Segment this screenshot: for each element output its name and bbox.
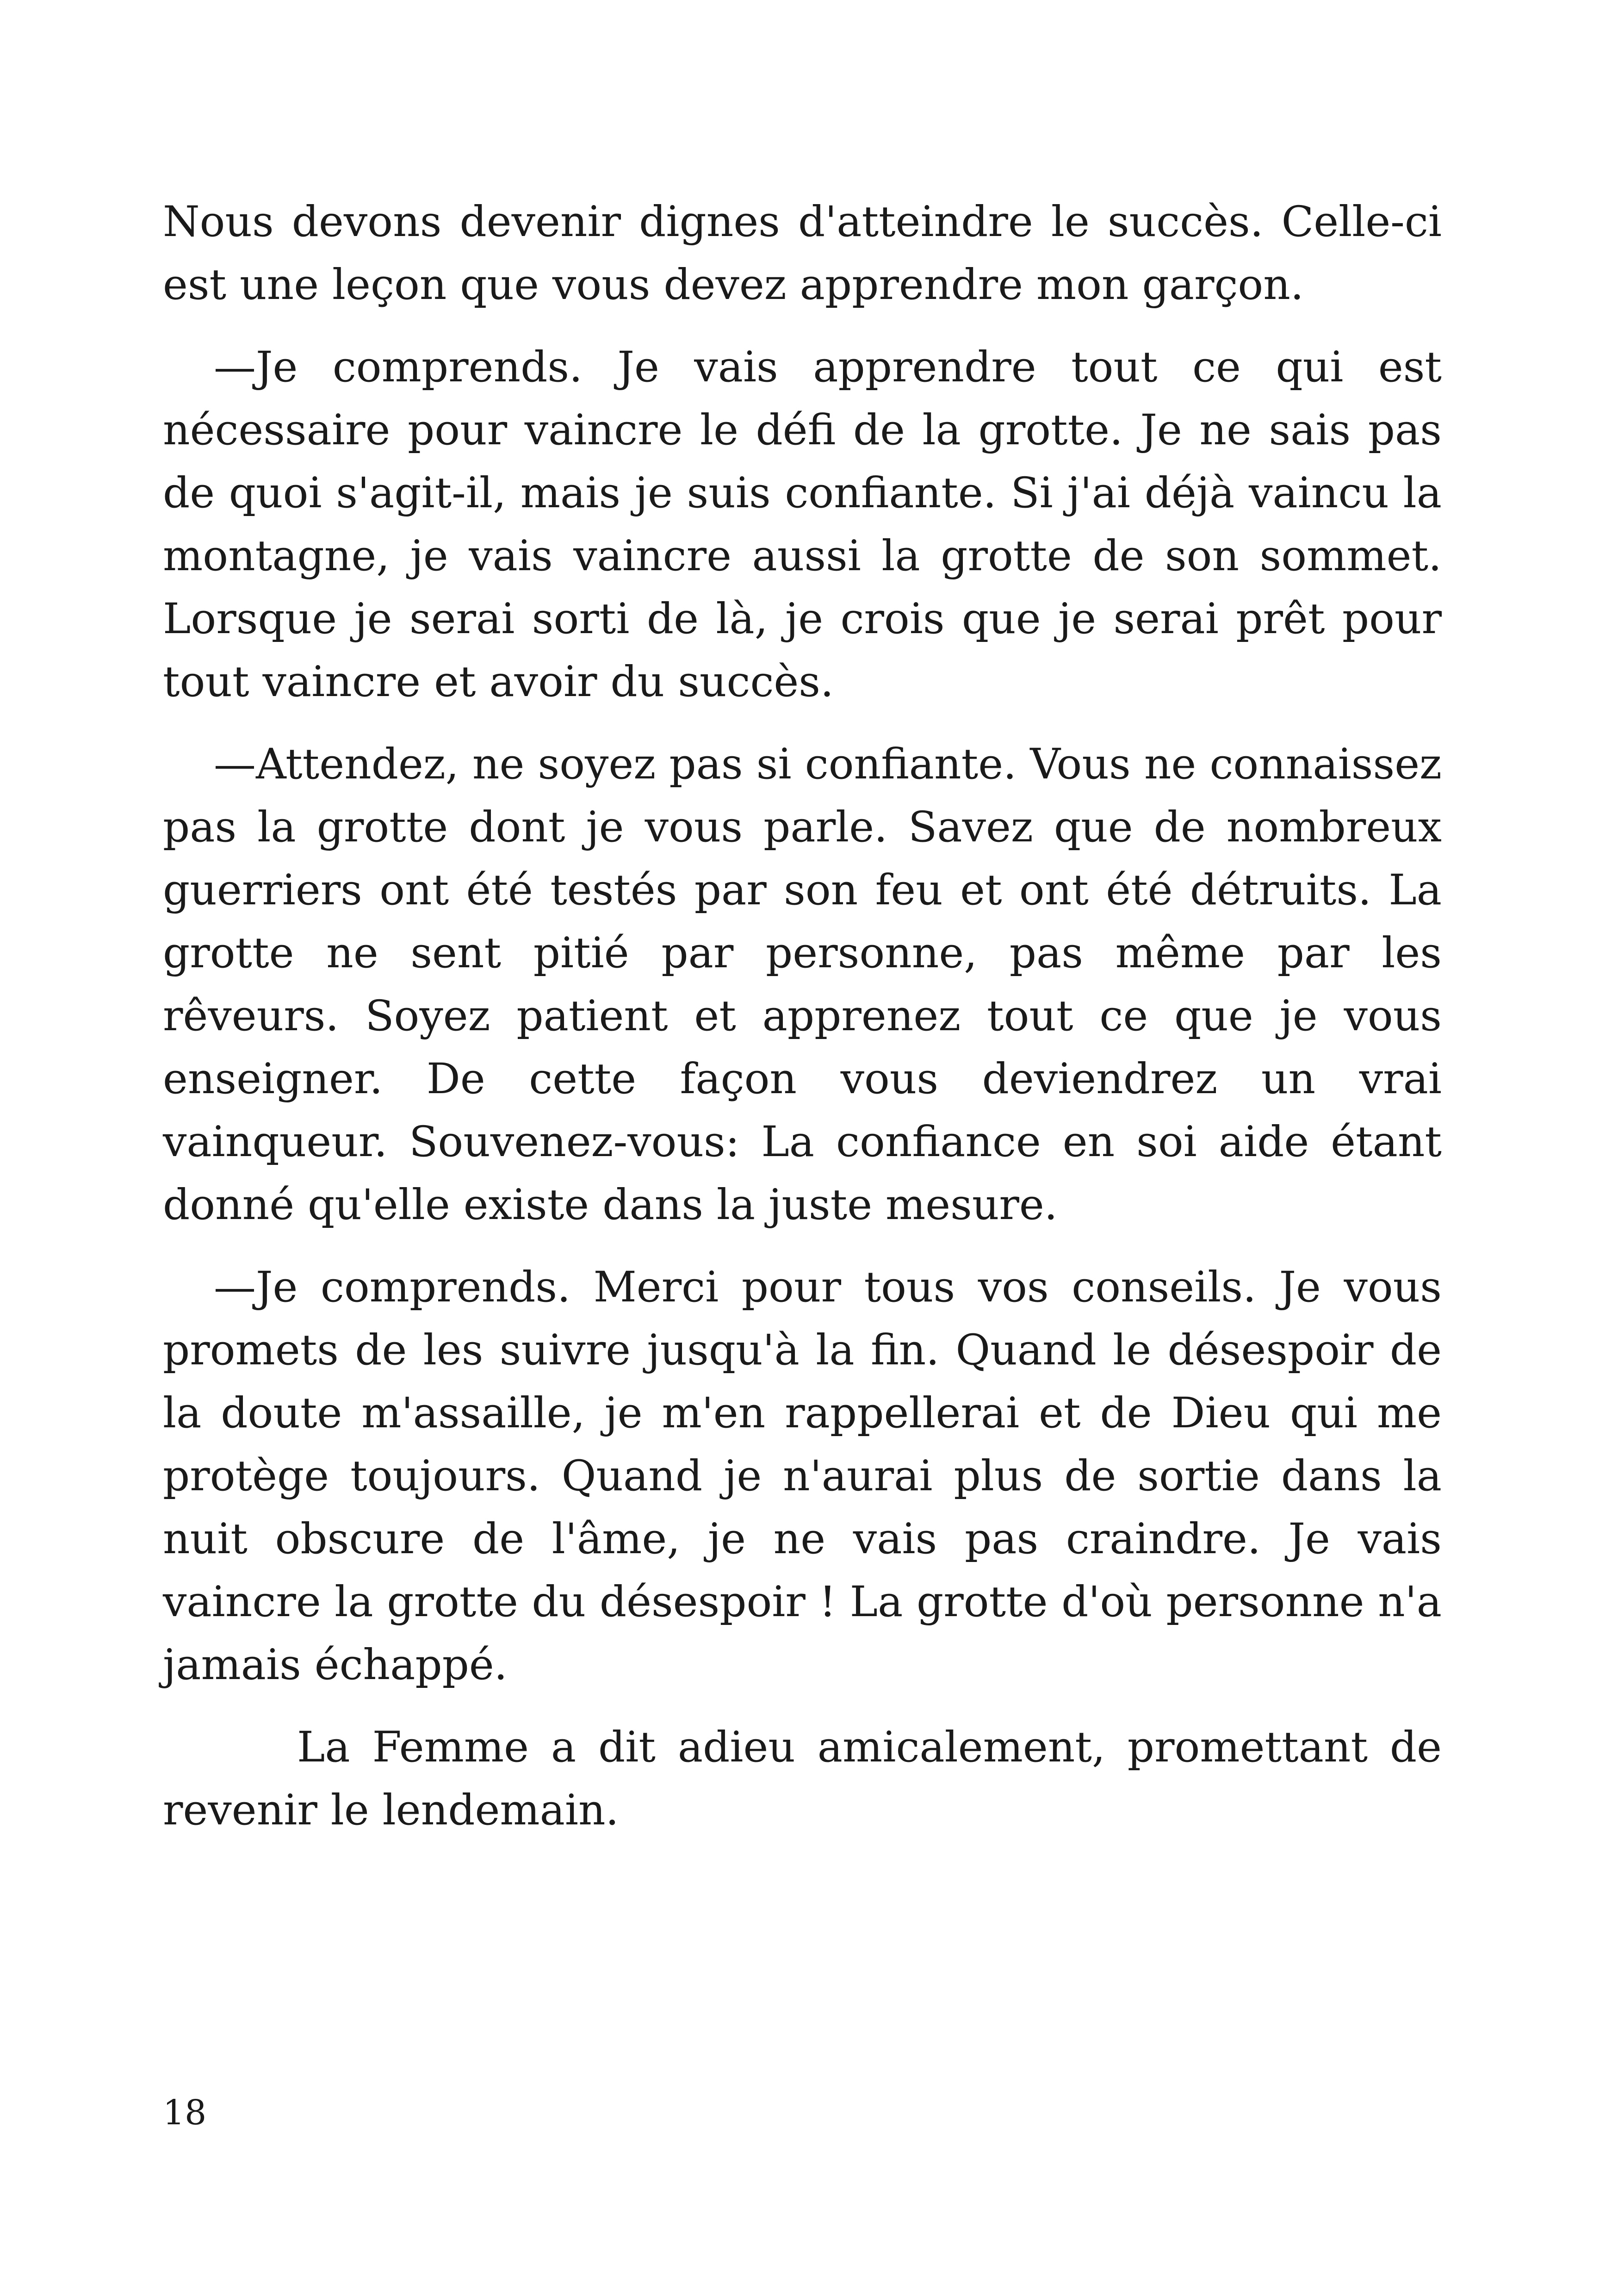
paragraph-dialogue-2: —Attendez, ne soyez pas si confiante. Vous ne connaissez pas la grotte dont je vous parle. Savez que de nombreux guerriers ont été testés par son feu et ont été détruits. La grotte ne sent pitié par personne, pas même par les rêveurs. Soyez patient et apprenez tout ce que je vous enseigner. De cette façon vous deviendrez un vrai vainqueur. Souvenez-vous: La confiance en soi aide étant donné qu'elle existe dans la juste mesure. — [163, 740, 1442, 1229]
paragraph-continuation: Nous devons devenir dignes d'atteindre le succès. Celle-ci est une leçon que vous devez apprendre mon garçon. — [163, 198, 1442, 309]
paragraph-dialogue-3: —Je comprends. Merci pour tous vos conseils. Je vous promets de les suivre jusqu'à la fin. Quand le désespoir de la doute m'assaille, je m'en rappellerai et de Dieu qui me protège toujours. Quand je n'aurai plus de sortie dans la nuit obscure de l'âme, je ne vais pas craindre. Je vais vaincre la grotte du désespoir ! La grotte d'où personne n'a jamais échappé. — [163, 1263, 1442, 1689]
paragraph-dialogue-1: —Je comprends. Je vais apprendre tout ce qui est nécessaire pour vaincre le défi de la grotte. Je ne sais pas de quoi s'agit-il, mais je suis confiante. Si j'ai déjà vaincu la montagne, je vais vaincre aussi la grotte de son sommet. Lorsque je serai sorti de là, je crois que je serai prêt pour tout vaincre et avoir du succès. — [163, 343, 1442, 706]
body-text — [163, 191, 1442, 1861]
paragraph-narration: La Femme a dit adieu amicalement, promettant de revenir le lendemain. — [163, 1723, 1442, 1835]
page-number: 18 — [163, 2093, 207, 2133]
